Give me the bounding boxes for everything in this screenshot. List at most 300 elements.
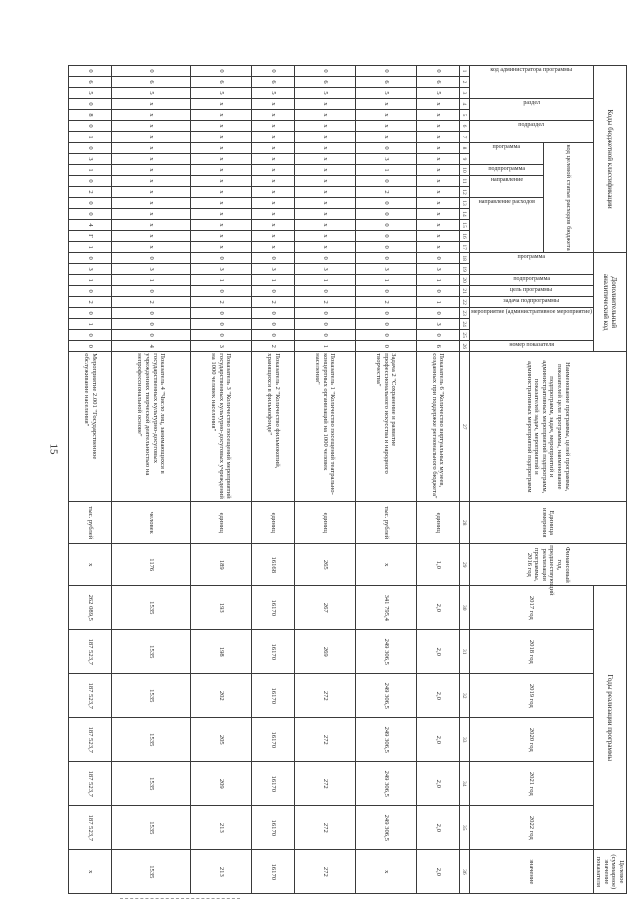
code-cell: 3 [191,264,252,275]
code-cell: 0 [355,231,416,242]
row-year-value: 1535 [112,762,191,806]
row-year-value: 16170 [251,806,294,850]
header-y2019: 2019 год [469,674,593,718]
code-cell: 2 [69,187,112,198]
row-year-value: 267 [294,586,355,630]
row-year-value: 1535 [112,806,191,850]
code-cell: x [191,121,252,132]
code-cell: x [191,165,252,176]
code-cell: 0 [355,242,416,253]
column-number: 16 [459,231,469,242]
code-cell: 0 [416,308,459,319]
code-cell: 0 [251,253,294,264]
code-cell: 0 [355,66,416,77]
row-year-value: 341 795,4 [355,586,416,630]
table-row [416,66,459,894]
row-year-value: 269 [294,630,355,674]
code-cell: x [355,110,416,121]
code-cell: 1 [112,275,191,286]
column-number: 26 [459,341,469,352]
row-year-value: 249 306,5 [355,762,416,806]
code-cell: 4 [112,341,191,352]
row-unit: единиц [191,502,252,544]
header-an-indicator: номер показателя [508,342,554,349]
row-year-value: 272 [294,718,355,762]
header-unit: Единица измерения [469,502,626,544]
code-cell: 0 [251,319,294,330]
column-number: 11 [459,176,469,187]
code-cell: x [112,121,191,132]
code-cell: x [112,154,191,165]
code-cell: 1 [416,297,459,308]
row-name: Показатель 1 "Количество посещений театрально-концертных организаций на 1000 человек населения" [294,352,355,502]
code-cell: 0 [69,286,112,297]
program-indicators-table [68,65,627,894]
code-cell: 0 [294,319,355,330]
header-kbk-admin: код администратора программы [490,67,573,73]
code-cell: 0 [355,198,416,209]
code-cell: 0 [69,253,112,264]
code-cell: 0 [251,66,294,77]
column-number: 17 [459,242,469,253]
code-cell: 0 [355,143,416,154]
header-y2022: 2022 год [469,806,593,850]
code-cell: 6 [69,77,112,88]
header-target: Целевое (суммарное) значение показателя [593,850,626,894]
rotated-table-container [83,65,627,891]
code-cell: 1 [416,275,459,286]
row-target: x [355,850,416,894]
code-cell: 6 [416,77,459,88]
code-cell: 5 [112,88,191,99]
code-cell: x [294,132,355,143]
column-number: 21 [459,286,469,297]
row-unit: тыс. рублей [69,502,112,544]
code-cell: x [251,209,294,220]
code-cell: 0 [355,220,416,231]
code-cell: x [112,176,191,187]
row-year-value: 16170 [251,586,294,630]
column-number: 13 [459,198,469,209]
row-target: 1535 [112,850,191,894]
code-cell: 2 [69,297,112,308]
code-cell: x [112,143,191,154]
code-cell: 0 [416,66,459,77]
code-cell: 3 [69,154,112,165]
header-analytic-code: Дополнительный аналитический код [593,253,626,352]
column-number: 20 [459,275,469,286]
code-cell: x [416,132,459,143]
row-year-value: 1535 [112,586,191,630]
code-cell: 0 [69,99,112,110]
code-cell: 3 [355,264,416,275]
page-number: 15 [47,443,60,455]
code-cell: x [251,132,294,143]
row-year-value: 213 [191,806,252,850]
row-year-value: 272 [294,674,355,718]
column-number: 6 [459,121,469,132]
column-number: 28 [459,502,469,544]
code-cell: 6 [416,341,459,352]
code-cell: 0 [112,319,191,330]
code-cell: 0 [355,253,416,264]
code-cell: 0 [294,286,355,297]
column-number: 19 [459,264,469,275]
code-cell: 0 [69,209,112,220]
column-number: 10 [459,165,469,176]
code-cell: 0 [112,66,191,77]
code-cell: 0 [355,286,416,297]
code-cell: 0 [355,341,416,352]
code-cell: 0 [191,286,252,297]
code-cell: x [191,220,252,231]
row-name: Показатель 4 "Число лиц, занимающихся в государственных культурно-досуговых учреждениях творческой деятельностью на непрофессиональной основе" [112,352,191,502]
code-cell: 2 [355,187,416,198]
code-cell: 0 [191,308,252,319]
code-cell: 1 [251,275,294,286]
code-cell: x [355,121,416,132]
code-cell: 1 [69,165,112,176]
row-year-value: 249 306,5 [355,806,416,850]
row-name: Показатель 3 "Количество посещений мероприятий государственных культурно-досуговых учреждений на 1000 человек населения" [191,352,252,502]
column-number: 14 [459,209,469,220]
code-cell: x [191,209,252,220]
code-cell: 0 [69,330,112,341]
code-cell: 2 [191,297,252,308]
row-target: 16170 [251,850,294,894]
table-row [191,66,252,894]
code-cell: x [294,143,355,154]
code-cell: x [416,121,459,132]
code-cell: 1 [355,165,416,176]
row-year-value: 187 523,7 [69,718,112,762]
row-year-value: 187 523,7 [69,674,112,718]
code-cell: 1 [294,341,355,352]
code-cell: 0 [69,121,112,132]
table-row [69,66,112,894]
row-target: x [69,850,112,894]
row-year-value: 2,0 [416,718,459,762]
code-cell: x [251,231,294,242]
header-y2017: 2017 год [469,586,593,630]
code-cell: x [191,187,252,198]
code-cell: 5 [294,88,355,99]
code-cell: x [294,154,355,165]
code-cell: x [416,220,459,231]
code-cell: x [251,187,294,198]
code-cell: x [251,121,294,132]
code-cell: x [251,143,294,154]
code-cell: 0 [69,176,112,187]
code-cell: x [191,143,252,154]
row-name: Мероприятие 2.001 "Государственное обслуживание населения" [69,352,112,502]
code-cell: 0 [355,330,416,341]
column-number: 27 [459,352,469,502]
row-name: Задача 2 "Сохранение и развитие профессионального искусства и народного творчества" [355,352,416,502]
code-cell: 0 [416,330,459,341]
code-cell: x [294,121,355,132]
code-cell: 0 [69,341,112,352]
code-cell: 0 [294,330,355,341]
code-cell: x [294,242,355,253]
code-cell: x [112,209,191,220]
column-number: 15 [459,220,469,231]
column-number: 2 [459,77,469,88]
header-kbk-program: программа [492,144,521,150]
code-cell: x [416,231,459,242]
row-year-value: 2,0 [416,586,459,630]
code-cell: 0 [112,253,191,264]
code-cell: 0 [294,66,355,77]
header-an-task: задача подпрограммы [503,298,560,305]
code-cell: 0 [251,330,294,341]
code-cell: 6 [112,77,191,88]
column-number: 3 [459,88,469,99]
code-cell: x [294,187,355,198]
table-row [251,66,294,894]
code-cell: x [294,176,355,187]
code-cell: x [251,154,294,165]
row-fin-year: 1176 [112,544,191,586]
code-cell: x [416,209,459,220]
code-cell: x [112,110,191,121]
code-cell: 2 [251,341,294,352]
code-cell: 1 [69,132,112,143]
code-cell: 0 [191,253,252,264]
column-number: 9 [459,154,469,165]
header-kbk-razdel: раздел [522,100,540,106]
row-year-value: 2,0 [416,762,459,806]
code-cell: 1 [294,275,355,286]
code-cell: x [112,242,191,253]
column-number: 31 [459,630,469,674]
code-cell: x [112,187,191,198]
header-budget-classification: Коды бюджетной классификации [593,66,626,253]
code-cell: 6 [191,77,252,88]
table-row [112,66,191,894]
code-cell: x [416,198,459,209]
code-cell: 8 [69,110,112,121]
code-cell: x [416,154,459,165]
code-cell: 0 [251,308,294,319]
row-year-value: 1535 [112,674,191,718]
code-cell: x [251,165,294,176]
code-cell: x [416,242,459,253]
row-fin-year: 1,0 [416,544,459,586]
code-cell: 0 [355,209,416,220]
row-target: 272 [294,850,355,894]
header-years: Годы реализации программы [593,586,626,850]
row-year-value: 16170 [251,762,294,806]
row-year-value: 272 [294,806,355,850]
code-cell: x [112,165,191,176]
column-number: 22 [459,297,469,308]
code-cell: 6 [355,77,416,88]
code-cell: 1 [191,275,252,286]
code-cell: 3 [355,154,416,165]
code-cell: 0 [112,330,191,341]
row-year-value: 16170 [251,718,294,762]
header-target-value: значение [469,850,593,894]
code-cell: x [251,220,294,231]
column-number: 32 [459,674,469,718]
row-fin-year: 16168 [251,544,294,586]
code-cell: 5 [416,88,459,99]
code-cell: x [112,231,191,242]
header-fin-year: Финансовый год, предшествующий реализации программы, 2016 год [469,544,626,586]
header-kbk-subprogram: подпрограмма [488,166,525,172]
column-number: 8 [459,143,469,154]
row-year-value: 187 523,7 [69,806,112,850]
row-year-value: 16170 [251,630,294,674]
code-cell: x [294,198,355,209]
code-cell: 0 [294,253,355,264]
code-cell: x [416,110,459,121]
code-cell: 3 [294,264,355,275]
code-cell: x [191,99,252,110]
column-number: 18 [459,253,469,264]
code-cell: x [251,242,294,253]
row-year-value: 2,0 [416,630,459,674]
code-cell: x [191,132,252,143]
row-name: Показатель 6 "Количество виртуальных музеев, созданных при поддержке регионального бюджета" [416,352,459,502]
code-cell: 1 [69,319,112,330]
code-cell: 0 [355,319,416,330]
column-number: 29 [459,544,469,586]
code-cell: x [251,110,294,121]
code-cell: 0 [191,66,252,77]
code-cell: x [191,176,252,187]
code-cell: Г [69,231,112,242]
code-cell: 2 [355,297,416,308]
scan-edge-mark [120,898,240,903]
code-cell: 0 [416,286,459,297]
row-year-value: 16170 [251,674,294,718]
code-cell: x [416,187,459,198]
header-an-subprogram: подпрограмма [512,276,550,283]
row-year-value: 249 306,5 [355,718,416,762]
code-cell: 0 [69,143,112,154]
code-cell: 0 [191,319,252,330]
code-cell: 3 [191,341,252,352]
row-year-value: 198 [191,630,252,674]
row-fin-year: x [355,544,416,586]
code-cell: 3 [416,319,459,330]
code-cell: 3 [69,264,112,275]
code-cell: 0 [355,308,416,319]
row-fin-year: 189 [191,544,252,586]
header-kbk-podrazdel: подраздел [518,122,545,128]
row-year-value: 2,0 [416,674,459,718]
column-number: 36 [459,850,469,894]
row-fin-year: 265 [294,544,355,586]
code-cell: 0 [191,330,252,341]
code-cell: 0 [251,286,294,297]
code-cell: 0 [416,253,459,264]
header-y2020: 2020 год [469,718,593,762]
code-cell: x [294,99,355,110]
row-year-value: 262 089,5 [69,586,112,630]
code-cell: 2 [251,297,294,308]
header-kbk-purpose: направление расходов [478,199,535,205]
code-cell: 0 [69,198,112,209]
column-number: 34 [459,762,469,806]
code-cell: 0 [69,308,112,319]
code-cell: x [294,231,355,242]
row-year-value: 187 523,7 [69,630,112,674]
code-cell: 0 [112,308,191,319]
header-y2018: 2018 год [469,630,593,674]
code-cell: x [355,132,416,143]
header-name: Наименование программы, целей программы, показателей цели программы, наименование подпрограмм, задач, мероприятий и административных мероприятий подпрограмм, показателей задач, мероприятий и административных мероприятий подпрограмм [469,352,626,502]
code-cell: x [251,99,294,110]
code-cell: x [112,99,191,110]
column-number-row [459,66,469,894]
code-cell: x [416,143,459,154]
row-year-value: 249 306,5 [355,630,416,674]
header-y2021: 2021 год [469,762,593,806]
code-cell: 2 [294,297,355,308]
code-cell: x [191,154,252,165]
row-target: 2,0 [416,850,459,894]
code-cell: 6 [251,77,294,88]
code-cell: x [112,198,191,209]
code-cell: 6 [294,77,355,88]
code-cell: x [294,209,355,220]
code-cell: x [191,110,252,121]
table-row [294,66,355,894]
code-cell: 5 [251,88,294,99]
column-number: 1 [459,66,469,77]
code-cell: 5 [69,88,112,99]
header-an-goal: цель программы [510,287,553,294]
code-cell: x [112,220,191,231]
header-kbk-csr: код целевой статьи расходов бюджета [544,143,594,253]
column-number: 23 [459,308,469,319]
row-year-value: 272 [294,762,355,806]
column-number: 7 [459,132,469,143]
code-cell: 1 [69,275,112,286]
column-number: 30 [459,586,469,630]
table-frame [83,65,627,891]
row-unit: единиц [251,502,294,544]
code-cell: 2 [112,297,191,308]
code-cell: 4 [69,220,112,231]
code-cell: 3 [416,264,459,275]
header-kbk-direction: направление [490,177,523,183]
code-cell: 0 [355,176,416,187]
row-unit: тыс. рублей [355,502,416,544]
code-cell: 1 [69,242,112,253]
row-year-value: 187 523,7 [69,762,112,806]
code-cell: 0 [69,66,112,77]
row-year-value: 1535 [112,630,191,674]
row-unit: единиц [294,502,355,544]
code-cell: x [355,99,416,110]
code-cell: x [416,176,459,187]
code-cell: x [251,176,294,187]
column-number: 24 [459,319,469,330]
code-cell: 0 [112,286,191,297]
row-name: Показатель 2 "Количество фильмокопий, хранящихся в фильмофонде" [251,352,294,502]
row-year-value: 2,0 [416,806,459,850]
column-number: 4 [459,99,469,110]
code-cell: x [251,198,294,209]
column-number: 5 [459,110,469,121]
code-cell: x [112,132,191,143]
code-cell: x [191,242,252,253]
column-number: 25 [459,330,469,341]
